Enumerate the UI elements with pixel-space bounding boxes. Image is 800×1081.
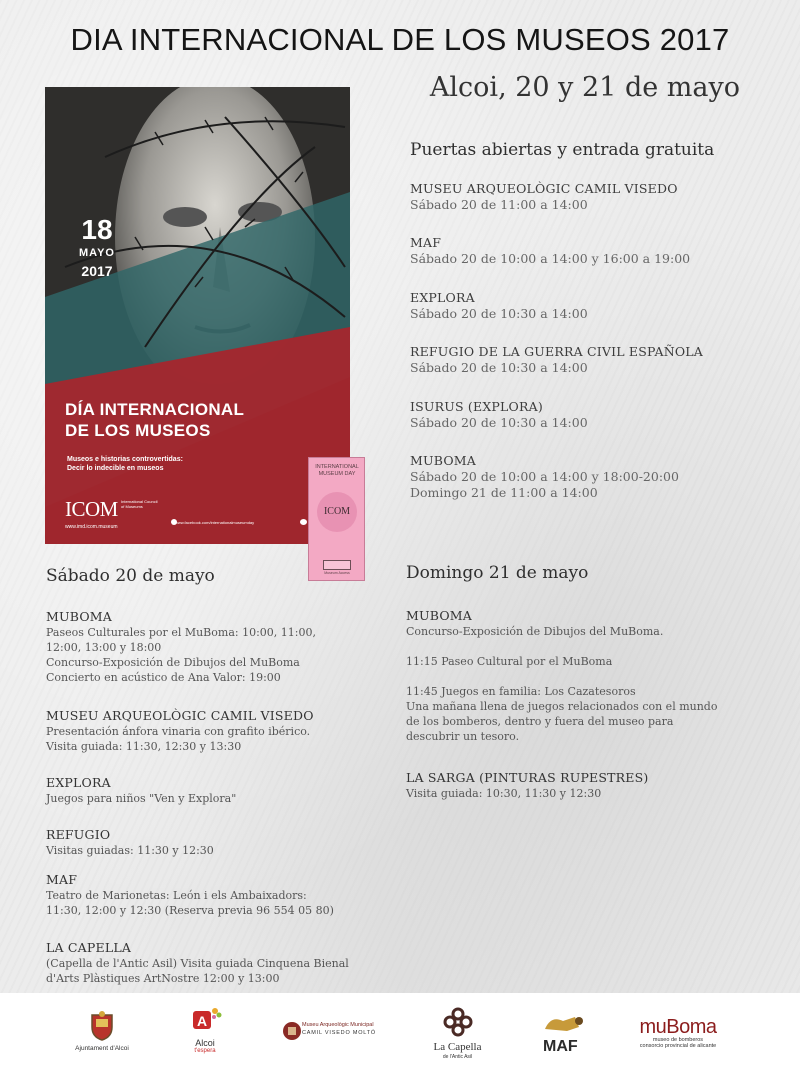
booklet-code-text: Museum Access (324, 571, 350, 575)
alcoi-caption-2: t'espera (194, 1048, 216, 1054)
sunday-event-la-sarga-pinturas-rupestres (406, 770, 726, 801)
open-venue-refugio-de-la-guerra-civil-espa-ola (410, 344, 790, 376)
sunday-event-detail: Una mañana llena de juegos relacionados con el mundo (406, 700, 718, 713)
open-venue-museu-arqueol-gic-camil-visedo (410, 181, 790, 213)
la-capella-logo (425, 1007, 490, 1061)
poster-month: MAYO (79, 247, 115, 259)
la-capella-caption-2: de l'Antic Asil (442, 1054, 473, 1060)
ajuntament-shield-icon (89, 1011, 115, 1041)
open-venue-detail: Sábado 20 de 10:30 a 14:00 (410, 360, 588, 375)
saturday-event-la-capella (46, 940, 366, 986)
open-venue-detail: Sábado 20 de 11:00 a 14:00 (410, 197, 588, 212)
open-venue-detail: Sábado 20 de 10:00 a 14:00 y 16:00 a 19:00 (410, 251, 691, 266)
sunday-event-name: MUBOMA (406, 608, 473, 623)
poster-heading-line1: DÍA INTERNACIONAL (65, 400, 245, 419)
muboma-caption: muBoma (639, 1016, 717, 1038)
maf-caption: MAF (543, 1038, 578, 1055)
open-venue-name: EXPLORA (410, 290, 475, 305)
open-venue-muboma (410, 453, 790, 501)
open-venue-name: MAF (410, 235, 442, 250)
maf-logo (538, 1011, 590, 1059)
poster-tagline-line2: Decir lo indecible en museos (67, 465, 164, 472)
saturday-event-explora (46, 775, 366, 806)
svg-text:A: A (197, 1013, 208, 1029)
saturday-event-detail: d'Arts Plàstiques ArtNostre 12:00 y 13:00 (46, 972, 280, 985)
saturday-event-detail: Concierto en acústico de Ana Valor: 19:00 (46, 671, 281, 684)
open-venue-name: ISURUS (EXPLORA) (410, 399, 543, 414)
museu-caption: Museu Arqueològic Municipal (302, 1022, 374, 1028)
alcoi-caption: Alcoi (195, 1038, 215, 1048)
poster-heading (65, 399, 335, 441)
saturday-event-name: REFUGIO (46, 827, 111, 842)
poster-tagline (67, 455, 317, 473)
saturday-event-name: MUSEU ARQUEOLÒGIC CAMIL VISEDO (46, 708, 314, 723)
open-venue-explora (410, 290, 790, 322)
saturday-event-detail: Paseos Culturales por el MuBoma: 10:00, 11:00, (46, 626, 316, 639)
open-venue-name: MUSEU ARQUEOLÒGIC CAMIL VISEDO (410, 181, 678, 196)
poster-image (45, 87, 350, 544)
saturday-event-maf (46, 872, 366, 918)
saturday-heading: Sábado 20 de mayo (46, 566, 215, 586)
museu-vase-icon (280, 1021, 304, 1041)
sunday-heading: Domingo 21 de mayo (406, 563, 589, 583)
ajuntament-caption: Ajuntament d'Alcoi (75, 1045, 129, 1052)
twitter-icon (300, 519, 307, 525)
poster-year: 2017 (81, 263, 113, 279)
booklet-barcode-icon (323, 560, 351, 570)
saturday-event-detail: Teatro de Marionetas: León i els Ambaixadors: (46, 889, 307, 902)
open-venue-detail: Domingo 21 de 11:00 a 14:00 (410, 485, 598, 500)
la-capella-caption: La Capella (433, 1041, 482, 1053)
saturday-event-detail: (Capella de l'Antic Asil) Visita guiada Cinquena Bienal (46, 957, 349, 970)
saturday-event-refugio (46, 827, 366, 858)
open-days-heading: Puertas abiertas y entrada gratuita (410, 140, 715, 160)
museu-arqueologic-logo (280, 1021, 390, 1037)
muboma-caption-3: consorcio provincial de alicante (639, 1043, 717, 1049)
sunday-event-muboma (406, 608, 726, 744)
sunday-event-detail: Concurso-Exposición de Dibujos del MuBoma. (406, 625, 664, 638)
open-venue-name: MUBOMA (410, 453, 477, 468)
alcoi-logo (180, 1005, 230, 1055)
open-venue-isurus-explora (410, 399, 790, 431)
saturday-event-detail: 11:30, 12:00 y 12:30 (Reserva previa 96 554 05 80) (46, 904, 334, 917)
booklet-icom: ICOM (323, 506, 351, 517)
ajuntament-logo (72, 1011, 132, 1053)
saturday-event-detail: Juegos para niños "Ven y Explora" (46, 792, 237, 805)
saturday-event-name: LA CAPELLA (46, 940, 132, 955)
saturday-event-detail: Visita guiada: 11:30, 12:30 y 13:30 (46, 740, 242, 753)
saturday-event-muboma (46, 609, 366, 685)
sunday-event-detail: de los bomberos, dentro y fuera del museo para (406, 715, 674, 728)
sunday-event-detail (406, 639, 726, 654)
poster-artwork (45, 87, 350, 544)
alcoi-flower-icon (187, 1005, 223, 1035)
sunday-event-detail: 11:15 Paseo Cultural por el MuBoma (406, 655, 613, 668)
saturday-event-detail: Presentación ánfora vinaria con grafito ibérico. (46, 725, 311, 738)
la-capella-flower-icon (443, 1007, 473, 1037)
muboma-logo (628, 1017, 728, 1049)
poster-facebook: www.facebook.com/internationalmuseumday (175, 520, 255, 525)
poster-heading-line2: DE LOS MUSEOS (65, 421, 211, 440)
saturday-event-detail: 12:00, 13:00 y 18:00 (46, 641, 162, 654)
sunday-event-detail: Visita guiada: 10:30, 11:30 y 12:30 (406, 787, 602, 800)
open-venue-name: REFUGIO DE LA GUERRA CIVIL ESPAÑOLA (410, 344, 704, 359)
saturday-event-name: EXPLORA (46, 775, 111, 790)
saturday-event-detail: Concurso-Exposición de Dibujos del MuBoma (46, 656, 300, 669)
muboma-caption-2: museo de bomberos (652, 1037, 704, 1043)
poster-tagline-line1: Museos e historias controvertidas: (67, 456, 183, 463)
open-venue-maf (410, 235, 790, 267)
poster-icom-logo: ICOM (65, 497, 118, 521)
poster-url: www.imd.icom.museum (65, 524, 118, 530)
poster-icom-subtitle: International Council of Museums (121, 499, 158, 509)
sunday-event-detail: descubrir un tesoro. (406, 730, 520, 743)
sponsor-footer (0, 993, 800, 1081)
sunday-event-detail (406, 669, 726, 684)
maf-figure-icon (539, 1011, 589, 1055)
open-venue-detail: Sábado 20 de 10:30 a 14:00 (410, 415, 588, 430)
poster-day: 18 (81, 214, 113, 245)
open-venue-detail: Sábado 20 de 10:00 a 14:00 y 18:00-20:00 (410, 469, 679, 484)
saturday-event-name: MAF (46, 872, 78, 887)
museu-caption-2: CAMIL VISEDO MOLTÓ (302, 1030, 376, 1036)
saturday-event-museu-arqueol-gic-camil-visedo (46, 708, 366, 754)
saturday-event-detail: Visitas guiadas: 11:30 y 12:30 (46, 844, 214, 857)
booklet-title: INTERNATIONAL MUSEUM DAY (315, 464, 359, 477)
sunday-event-detail: 11:45 Juegos en familia: Los Cazatesoros (406, 685, 636, 698)
museum-day-booklet (308, 457, 365, 581)
open-venue-detail: Sábado 20 de 10:30 a 14:00 (410, 306, 588, 321)
sunday-event-name: LA SARGA (PINTURAS RUPESTRES) (406, 770, 649, 785)
saturday-event-name: MUBOMA (46, 609, 113, 624)
page-subtitle: Alcoi, 20 y 21 de mayo (429, 72, 740, 103)
page-title: DIA INTERNACIONAL DE LOS MUSEOS 2017 (70, 22, 730, 57)
